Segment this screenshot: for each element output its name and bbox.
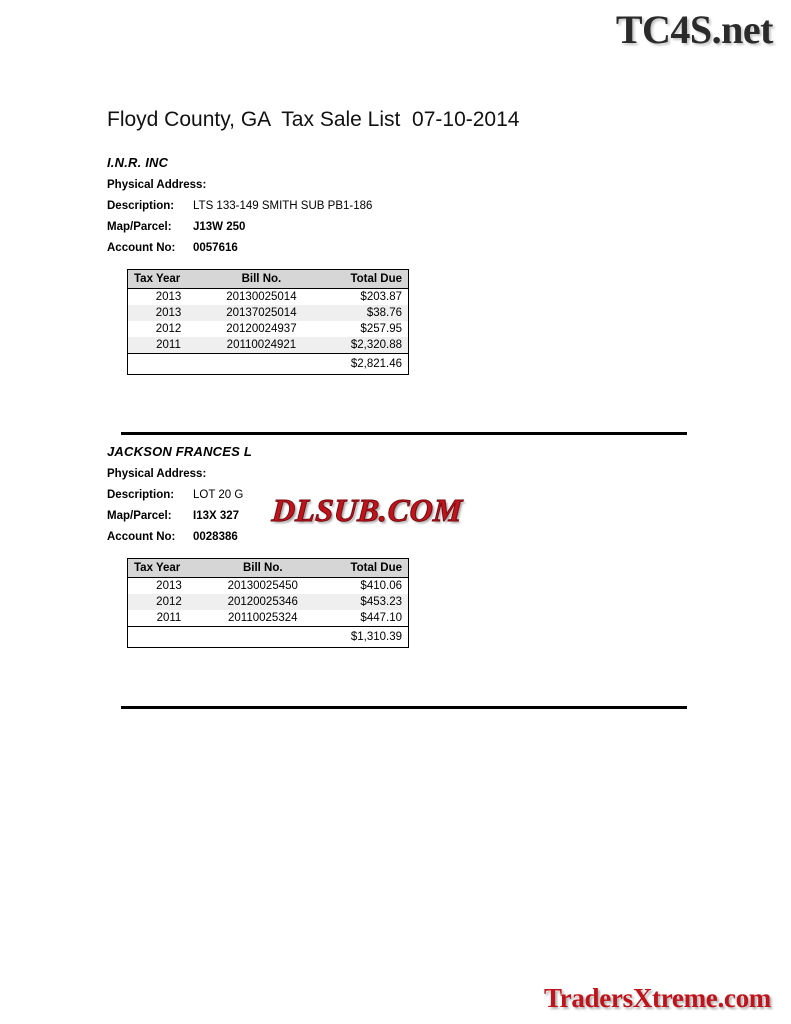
cell-total-due: $257.95 <box>360 323 402 335</box>
tax-table-head <box>128 559 409 578</box>
cell-total-due: $38.76 <box>318 305 409 321</box>
tax-table-container <box>127 269 409 375</box>
field-label-physical-address: Physical Address: <box>107 179 207 191</box>
table-total-row <box>128 354 409 375</box>
cell-bill-no: 20130025450 <box>227 580 298 592</box>
field-value-map-parcel: J13W 250 <box>193 221 246 233</box>
field-description <box>107 200 687 213</box>
tax-table-body <box>128 289 409 354</box>
cell-record-total: $1,310.39 <box>128 627 409 648</box>
cell-bill-no: 20130025014 <box>226 291 297 303</box>
field-label-account-no: Account No: <box>107 242 176 254</box>
tax-table-foot <box>128 627 409 648</box>
column-header-bill-no: Bill No. <box>206 559 320 578</box>
field-map-parcel <box>107 221 687 234</box>
field-value-description: LTS 133-149 SMITH SUB PB1-186 <box>193 200 373 212</box>
tax-table-head <box>128 270 409 289</box>
table-header-row <box>128 270 409 289</box>
column-header-bill-no: Bill No. <box>205 270 318 289</box>
cell-tax-year: 2011 <box>156 612 182 624</box>
field-label-description: Description: <box>107 489 175 501</box>
watermark-center: DLSUB.COM <box>270 492 464 528</box>
cell-tax-year: 2013 <box>155 291 182 303</box>
cell-total-due: $447.10 <box>360 612 402 624</box>
tax-table-body <box>128 578 409 627</box>
cell-bill-no: 20110024921 <box>205 337 318 354</box>
tax-table <box>127 269 409 375</box>
field-physical-address <box>107 468 687 481</box>
cell-tax-year: 2012 <box>155 323 182 335</box>
table-row <box>128 289 409 306</box>
field-physical-address <box>107 179 687 192</box>
column-header-tax-year: Tax Year <box>128 270 206 289</box>
table-total-row <box>128 627 409 648</box>
page-title: Floyd County, GA Tax Sale List 07-10-2014 <box>107 108 520 131</box>
table-row <box>128 610 409 627</box>
table-header-row <box>128 559 409 578</box>
tax-record <box>107 155 687 375</box>
field-value-account-no: 0028386 <box>193 531 238 543</box>
cell-bill-no: 20120024937 <box>226 323 297 335</box>
tax-table-container <box>127 558 409 648</box>
cell-tax-year: 2012 <box>128 594 206 610</box>
owner-name: JACKSON FRANCES L <box>107 444 252 459</box>
column-header-total-due: Total Due <box>318 270 409 289</box>
field-value-account-no: 0057616 <box>193 242 238 254</box>
watermark-top-right: TC4S.net <box>615 7 773 52</box>
column-header-total-due: Total Due <box>320 559 409 578</box>
watermark-bottom-right: TradersXtreme.com <box>543 983 771 1013</box>
tax-table <box>127 558 409 648</box>
column-header-tax-year: Tax Year <box>128 559 206 578</box>
field-label-map-parcel: Map/Parcel: <box>107 221 172 233</box>
owner-name: I.N.R. INC <box>107 155 169 170</box>
cell-bill-no: 20137025014 <box>205 305 318 321</box>
record-divider <box>121 432 687 435</box>
cell-bill-no: 20120025346 <box>206 594 320 610</box>
cell-record-total: $2,821.46 <box>128 354 409 375</box>
field-label-description: Description: <box>107 200 175 212</box>
cell-total-due: $2,320.88 <box>318 337 409 354</box>
field-account-no <box>107 242 687 255</box>
table-row <box>128 578 409 595</box>
table-row <box>128 321 409 337</box>
cell-total-due: $453.23 <box>320 594 409 610</box>
cell-tax-year: 2013 <box>156 580 182 592</box>
table-row <box>128 305 409 321</box>
cell-bill-no: 20110025324 <box>228 612 298 624</box>
table-row <box>128 594 409 610</box>
field-label-map-parcel: Map/Parcel: <box>107 510 172 522</box>
tax-record <box>107 444 687 648</box>
field-value-description: LOT 20 G <box>193 489 244 501</box>
tax-table-foot <box>128 354 409 375</box>
field-value-map-parcel: I13X 327 <box>193 510 240 522</box>
cell-tax-year: 2011 <box>128 337 206 354</box>
field-label-account-no: Account No: <box>107 531 176 543</box>
field-label-physical-address: Physical Address: <box>107 468 207 480</box>
record-divider <box>121 706 687 709</box>
cell-tax-year: 2013 <box>128 305 206 321</box>
table-row <box>128 337 409 354</box>
field-account-no <box>107 531 687 544</box>
cell-total-due: $410.06 <box>360 580 402 592</box>
cell-total-due: $203.87 <box>360 291 402 303</box>
